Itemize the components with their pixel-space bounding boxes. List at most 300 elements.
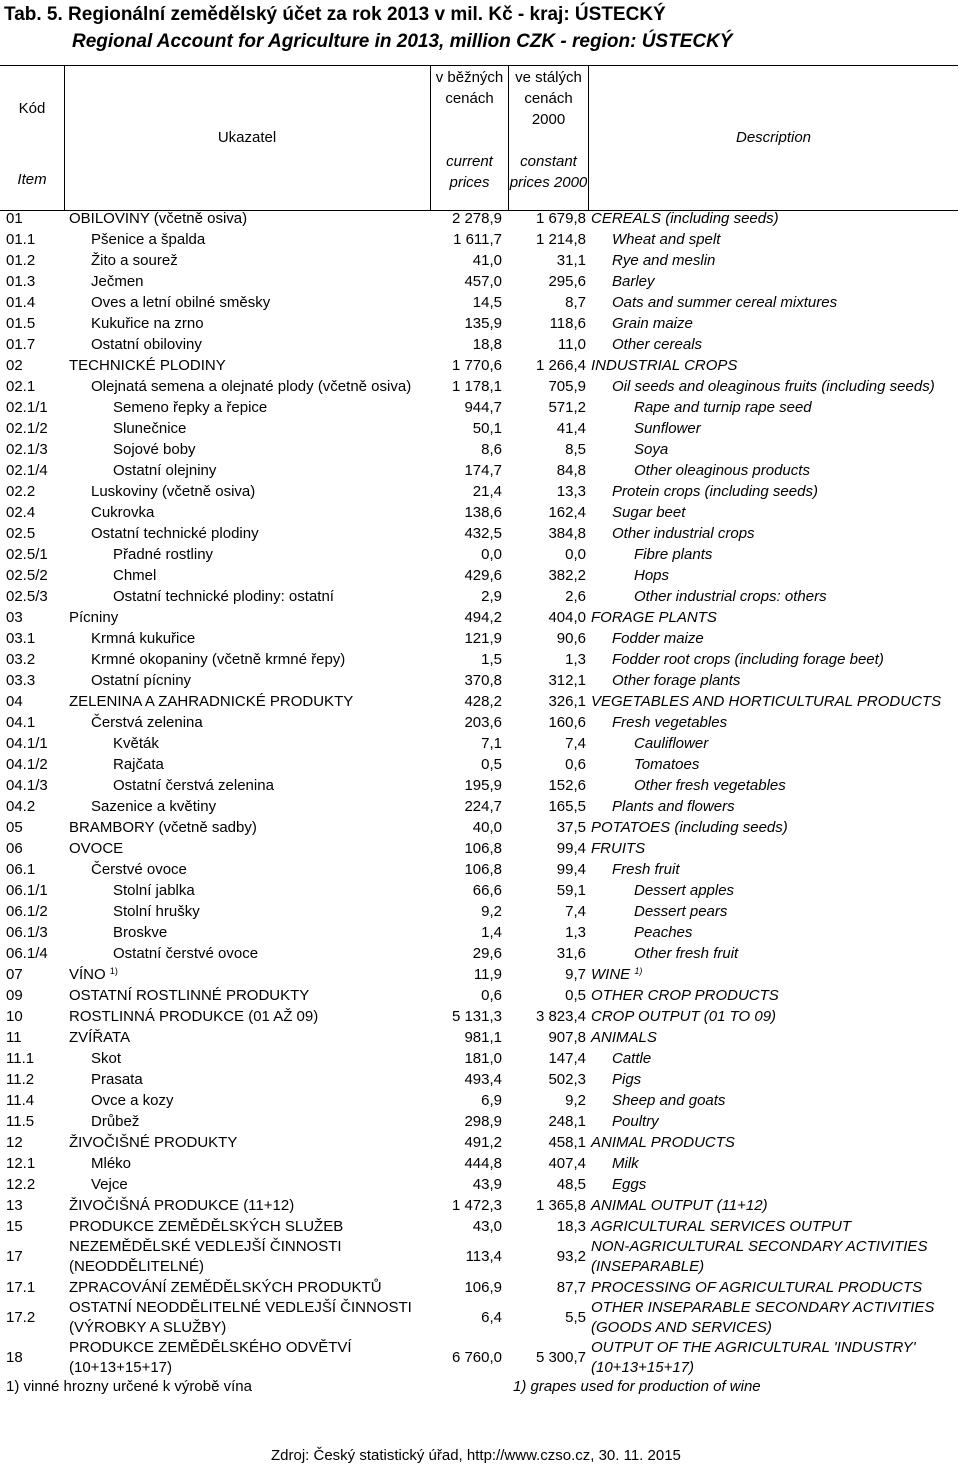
row-constant-value: 18,3 (556, 1218, 586, 1235)
row-description-text: Other industrial crops: others (634, 588, 827, 605)
row-description (612, 1090, 960, 1111)
row-constant-value: 3 823,4 (535, 1008, 586, 1025)
row-name (91, 523, 449, 544)
footnote-en: 1) grapes used for production of wine (513, 1378, 761, 1395)
row-current-value: 432,5 (464, 525, 502, 542)
row-name (69, 1338, 439, 1378)
row-name-text: Sojové boby (113, 441, 196, 458)
table-row (0, 1237, 958, 1277)
row-description (591, 1338, 959, 1378)
row-description (591, 607, 959, 628)
row-constant-value: 41,4 (556, 420, 586, 437)
row-description (612, 271, 960, 292)
row-description (612, 670, 960, 691)
row-current-value: 11,9 (473, 966, 502, 983)
row-description (612, 796, 960, 817)
row-description-text: Wheat and spelt (612, 231, 721, 248)
row-name-text: Cukrovka (91, 504, 155, 521)
row-name (69, 607, 427, 628)
row-code: 10 (6, 1008, 23, 1025)
row-current-value: 944,7 (464, 399, 502, 416)
row-description-text: Cattle (612, 1050, 652, 1067)
row-code: 02.4 (6, 504, 36, 521)
row-description (634, 460, 960, 481)
row-code: 12.1 (6, 1155, 36, 1172)
row-current-value: 6,9 (481, 1092, 502, 1109)
row-name (91, 1174, 449, 1195)
row-name (69, 691, 427, 712)
row-current-value: 429,6 (464, 567, 502, 584)
header-constant-cz: ve stálých cenách 2000 (515, 69, 582, 128)
row-description (612, 1048, 960, 1069)
row-constant-value: 93,2 (556, 1248, 586, 1265)
row-code: 07 (6, 966, 23, 983)
table-row (0, 1174, 958, 1195)
row-description (634, 943, 960, 964)
row-description-text: POTATOES (including seeds) (591, 819, 788, 836)
row-constant-value: 99,4 (556, 840, 586, 857)
row-name (91, 502, 449, 523)
row-description-text: Grain maize (612, 315, 693, 332)
row-description-text: Sunflower (634, 420, 701, 437)
row-description-text: Oil seeds and oleaginous fruits (including seeds) (612, 378, 935, 395)
table-row (0, 586, 958, 607)
row-name-text: Mléko (91, 1155, 132, 1172)
row-constant-value: 2,6 (565, 588, 586, 605)
row-description (612, 229, 960, 250)
row-code: 02.5/1 (6, 546, 48, 563)
row-code: 06 (6, 840, 23, 857)
row-code: 06.1/1 (6, 882, 48, 899)
row-code: 12.2 (6, 1176, 36, 1193)
row-name-text: VÍNO (69, 966, 106, 983)
row-name (91, 712, 449, 733)
row-current-value: 1 178,1 (451, 378, 502, 395)
row-current-value: 6,4 (481, 1309, 502, 1326)
row-current-value: 428,2 (464, 693, 502, 710)
row-constant-value: 9,2 (565, 1092, 586, 1109)
table-row (0, 376, 958, 397)
table-title-cz: Tab. 5. Regionální zemědělský účet za rok 2013 v mil. Kč - kraj: ÚSTECKÝ (4, 4, 666, 25)
row-description-text: Sugar beet (612, 504, 686, 521)
row-current-value: 493,4 (464, 1071, 502, 1088)
row-code: 04 (6, 693, 23, 710)
row-description-text: PROCESSING OF AGRICULTURAL PRODUCTS (591, 1279, 923, 1296)
row-code: 03.3 (6, 672, 36, 689)
table-row (0, 544, 958, 565)
row-name-text: PRODUKCE ZEMĚDĚLSKÉHO ODVĚTVÍ (10+13+15+17) (69, 1339, 352, 1376)
row-description-text: OUTPUT OF THE AGRICULTURAL 'INDUSTRY' (10+13+15+17) (591, 1339, 916, 1376)
row-name-text: Sazenice a květiny (91, 798, 217, 815)
row-description (612, 712, 960, 733)
row-description-text: Sheep and goats (612, 1092, 726, 1109)
row-current-value: 1 611,7 (453, 231, 502, 248)
row-description (591, 1216, 959, 1237)
row-name-text: Ostatní pícniny (91, 672, 192, 689)
table-row (0, 796, 958, 817)
row-constant-value: 152,6 (548, 777, 586, 794)
row-description-text: ANIMAL PRODUCTS (591, 1134, 735, 1151)
row-constant-value: 1,3 (565, 924, 586, 941)
row-constant-value: 571,2 (548, 399, 586, 416)
row-name-text: Ostatní technické plodiny: ostatní (113, 588, 334, 605)
row-description (591, 817, 959, 838)
row-description-text: Rye and meslin (612, 252, 716, 269)
row-name-text: ŽIVOČIŠNÁ PRODUKCE (11+12) (69, 1197, 295, 1214)
header-code-cz: Kód (18, 100, 46, 117)
row-constant-value: 7,4 (565, 903, 586, 920)
table-row (0, 502, 958, 523)
row-name-text: BRAMBORY (včetně sadby) (69, 819, 257, 836)
row-description (612, 376, 960, 397)
row-current-value: 43,9 (472, 1176, 502, 1193)
row-current-value: 66,6 (472, 882, 502, 899)
table-row (0, 859, 958, 880)
table-row (0, 607, 958, 628)
row-description-text: Rape and turnip rape seed (634, 399, 812, 416)
row-constant-value: 160,6 (548, 714, 586, 731)
row-constant-value: 5 300,7 (535, 1349, 586, 1366)
row-constant-value: 326,1 (548, 693, 586, 710)
header-indicator: Ukazatel (217, 129, 277, 146)
row-name (69, 1006, 427, 1027)
row-constant-value: 0,0 (565, 546, 586, 563)
row-description-text: Fodder maize (612, 630, 704, 647)
row-name-text: Pícniny (69, 609, 119, 626)
row-name-text: OVOCE (69, 840, 124, 857)
row-description (591, 1006, 959, 1027)
row-current-value: 181,0 (464, 1050, 502, 1067)
row-code: 01.2 (6, 252, 36, 269)
row-name-text: Prasata (91, 1071, 143, 1088)
row-name (91, 292, 449, 313)
row-name-text: Krmná kukuřice (91, 630, 196, 647)
row-code: 02.5/2 (6, 567, 48, 584)
row-description-text: Other fresh vegetables (634, 777, 786, 794)
row-name-text: Přadné rostliny (113, 546, 214, 563)
row-name (91, 670, 449, 691)
row-description-text: Other forage plants (612, 672, 741, 689)
table-title-en: Regional Account for Agriculture in 2013, million CZK - region: ÚSTECKÝ (72, 31, 733, 52)
row-code: 02.1/4 (6, 462, 48, 479)
table-row (0, 775, 958, 796)
row-description-text: Eggs (612, 1176, 647, 1193)
header-constant-en: constant prices 2000 (509, 153, 588, 191)
row-current-value: 457,0 (464, 273, 502, 290)
row-name (69, 817, 427, 838)
row-name-text: Ovce a kozy (91, 1092, 174, 1109)
source-note: Zdroj: Český statistický úřad, http://www.czso.cz, 30. 11. 2015 (271, 1447, 681, 1464)
row-code: 17.1 (6, 1279, 36, 1296)
row-constant-value: 384,8 (548, 525, 586, 542)
row-current-value: 106,8 (464, 840, 502, 857)
row-description (591, 1298, 959, 1338)
row-code: 04.2 (6, 798, 36, 815)
row-name-text: ZVÍŘATA (69, 1029, 131, 1046)
row-description-text: Tomatoes (634, 756, 700, 773)
row-name-text: Stolní hrušky (113, 903, 200, 920)
row-name (69, 1277, 427, 1298)
row-description (634, 586, 960, 607)
row-description (612, 502, 960, 523)
row-name-text: OSTATNÍ ROSTLINNÉ PRODUKTY (69, 987, 310, 1004)
row-code: 04.1 (6, 714, 36, 731)
row-current-value: 41,0 (472, 252, 502, 269)
row-constant-value: 31,1 (556, 252, 586, 269)
row-current-value: 106,8 (464, 861, 502, 878)
row-description-text: Protein crops (including seeds) (612, 483, 818, 500)
row-description-text: OTHER INSEPARABLE SECONDARY ACTIVITIES (GOODS AND SERVICES) (591, 1299, 935, 1336)
row-description-text: CROP OUTPUT (01 TO 09) (591, 1008, 777, 1025)
row-description (634, 418, 960, 439)
row-name-text: Slunečnice (113, 420, 187, 437)
row-code: 01.4 (6, 294, 36, 311)
row-description-text: Fresh fruit (612, 861, 680, 878)
table-row (0, 334, 958, 355)
row-current-value: 224,7 (464, 798, 502, 815)
row-name-text: OBILOVINY (včetně osiva) (69, 210, 248, 227)
row-code: 02.1/1 (6, 399, 48, 416)
row-constant-value: 0,6 (565, 756, 586, 773)
row-constant-value: 0,5 (565, 987, 586, 1004)
row-description (591, 964, 959, 985)
row-current-value: 1 472,3 (451, 1197, 502, 1214)
row-current-value: 0,5 (481, 756, 502, 773)
row-name (69, 1216, 427, 1237)
row-constant-value: 59,1 (556, 882, 586, 899)
row-current-value: 21,4 (472, 483, 502, 500)
row-constant-value: 5,5 (565, 1309, 586, 1326)
row-code: 02.5/3 (6, 588, 48, 605)
row-name-text: Krmné okopaniny (včetně krmné řepy) (91, 651, 346, 668)
header-current-cz: v běžných cenách (435, 69, 504, 107)
row-name-text: Ostatní čerstvá zelenina (113, 777, 274, 794)
row-constant-value: 13,3 (556, 483, 586, 500)
row-code: 06.1/2 (6, 903, 48, 920)
row-name (69, 1195, 427, 1216)
row-name-text: Skot (91, 1050, 122, 1067)
row-description-text: Dessert apples (634, 882, 735, 899)
row-name-text: Vejce (91, 1176, 128, 1193)
row-description (591, 1277, 959, 1298)
row-constant-value: 404,0 (548, 609, 586, 626)
row-current-value: 5 131,3 (451, 1008, 502, 1025)
row-constant-value: 48,5 (556, 1176, 586, 1193)
row-description (612, 1153, 960, 1174)
table-row (0, 670, 958, 691)
row-constant-value: 84,8 (556, 462, 586, 479)
row-current-value: 8,6 (481, 441, 502, 458)
row-constant-value: 118,6 (549, 315, 586, 332)
row-description (591, 1237, 959, 1277)
row-description (612, 859, 960, 880)
row-code: 02.1 (6, 378, 36, 395)
table-row (0, 712, 958, 733)
row-description-text: INDUSTRIAL CROPS (591, 357, 738, 374)
table-row (0, 733, 958, 754)
row-name-text: Pšenice a špalda (91, 231, 206, 248)
row-description (591, 208, 959, 229)
table-row (0, 985, 958, 1006)
row-description (612, 334, 960, 355)
row-code: 02.5 (6, 525, 36, 542)
table-row (0, 922, 958, 943)
row-current-value: 0,0 (481, 546, 502, 563)
row-description-text: Peaches (634, 924, 693, 941)
footnote-marker: 1) (634, 966, 643, 976)
row-description (612, 649, 960, 670)
row-description-text: ANIMAL OUTPUT (11+12) (591, 1197, 768, 1214)
row-current-value: 1,5 (481, 651, 502, 668)
row-description (591, 1132, 959, 1153)
table-row (0, 523, 958, 544)
row-current-value: 7,1 (481, 735, 502, 752)
row-name-text: Chmel (113, 567, 157, 584)
row-name-text: Ostatní olejniny (113, 462, 217, 479)
row-description-text: Pigs (612, 1071, 642, 1088)
row-name (91, 334, 449, 355)
row-constant-value: 165,5 (548, 798, 586, 815)
row-constant-value: 705,9 (548, 378, 586, 395)
row-constant-value: 1 266,4 (535, 357, 586, 374)
row-description (634, 754, 960, 775)
table-row (0, 313, 958, 334)
row-constant-value: 8,5 (565, 441, 586, 458)
row-current-value: 113,4 (465, 1248, 502, 1265)
table-row (0, 397, 958, 418)
row-name-text: PRODUKCE ZEMĚDĚLSKÝCH SLUŽEB (69, 1218, 344, 1235)
row-constant-value: 1,3 (565, 651, 586, 668)
row-constant-value: 87,7 (556, 1279, 586, 1296)
row-name-text: ZPRACOVÁNÍ ZEMĚDĚLSKÝCH PRODUKTŮ (69, 1279, 382, 1296)
row-description (634, 901, 960, 922)
table-row (0, 460, 958, 481)
row-description (634, 922, 960, 943)
row-current-value: 14,5 (472, 294, 502, 311)
row-description-text: Fresh vegetables (612, 714, 728, 731)
row-description (612, 250, 960, 271)
row-description-text: ANIMALS (591, 1029, 657, 1046)
row-current-value: 370,8 (464, 672, 502, 689)
row-current-value: 1 770,6 (451, 357, 502, 374)
row-code: 15 (6, 1218, 23, 1235)
row-constant-value: 502,3 (548, 1071, 586, 1088)
row-name (91, 271, 449, 292)
row-current-value: 43,0 (472, 1218, 502, 1235)
row-description (634, 775, 960, 796)
row-constant-value: 312,1 (548, 672, 586, 689)
table-row (0, 838, 958, 859)
row-name (69, 838, 427, 859)
table-row (0, 964, 958, 985)
row-description (634, 733, 960, 754)
row-code: 09 (6, 987, 23, 1004)
row-name (91, 796, 449, 817)
row-name (69, 985, 427, 1006)
table-row (0, 1048, 958, 1069)
row-description-text: Other industrial crops (612, 525, 755, 542)
row-description (591, 1195, 959, 1216)
footnote-cz: 1) vinné hrozny určené k výrobě vína (6, 1378, 252, 1395)
row-code: 04.1/1 (6, 735, 48, 752)
row-description-text: Cauliflower (634, 735, 709, 752)
row-code: 03.1 (6, 630, 36, 647)
table-row (0, 355, 958, 376)
row-code: 11.5 (6, 1113, 35, 1130)
row-current-value: 444,8 (464, 1155, 502, 1172)
table-row (0, 628, 958, 649)
row-description-text: Other fresh fruit (634, 945, 739, 962)
row-description-text: OTHER CROP PRODUCTS (591, 987, 779, 1004)
table-row (0, 229, 958, 250)
table-row (0, 250, 958, 271)
row-name (91, 628, 449, 649)
row-description-text: CEREALS (including seeds) (591, 210, 779, 227)
row-current-value: 18,8 (472, 336, 502, 353)
row-current-value: 50,1 (472, 420, 502, 437)
row-name-text: Olejnatá semena a olejnaté plody (včetně osiva) (91, 378, 412, 395)
row-current-value: 195,9 (464, 777, 502, 794)
row-description (634, 565, 960, 586)
row-current-value: 6 760,0 (451, 1349, 502, 1366)
row-name-text: ROSTLINNÁ PRODUKCE (01 AŽ 09) (69, 1008, 319, 1025)
row-constant-value: 407,4 (548, 1155, 586, 1172)
row-constant-value: 147,4 (548, 1050, 586, 1067)
row-description-text: NON-AGRICULTURAL SECONDARY ACTIVITIES (INSEPARABLE) (591, 1238, 928, 1275)
row-code: 01.5 (6, 315, 36, 332)
row-description-text: Fibre plants (634, 546, 713, 563)
row-constant-value: 7,4 (565, 735, 586, 752)
row-constant-value: 9,7 (565, 966, 586, 983)
row-constant-value: 99,4 (556, 861, 586, 878)
row-current-value: 298,9 (464, 1113, 502, 1130)
row-current-value: 106,9 (464, 1279, 502, 1296)
row-code: 17 (6, 1248, 23, 1265)
table-row (0, 754, 958, 775)
table-row (0, 1277, 958, 1298)
row-code: 11.2 (6, 1071, 35, 1088)
row-name-text: Ječmen (91, 273, 144, 290)
row-description (612, 1174, 960, 1195)
row-name-text: Luskoviny (včetně osiva) (91, 483, 256, 500)
row-current-value: 2 278,9 (451, 210, 502, 227)
row-name-text: ZELENINA A ZAHRADNICKÉ PRODUKTY (69, 693, 354, 710)
row-description-text: Other cereals (612, 336, 703, 353)
row-code: 02.1/3 (6, 441, 48, 458)
row-code: 01 (6, 210, 23, 227)
row-name (69, 964, 427, 985)
row-description (634, 439, 960, 460)
row-name-text: TECHNICKÉ PLODINY (69, 357, 226, 374)
row-description (612, 481, 960, 502)
row-constant-value: 31,6 (556, 945, 586, 962)
table-row (0, 1153, 958, 1174)
row-description (634, 544, 960, 565)
row-current-value: 135,9 (464, 315, 502, 332)
row-name-text: Čerstvé ovoce (91, 861, 187, 878)
row-constant-value: 248,1 (548, 1113, 586, 1130)
row-name-text: Rajčata (113, 756, 164, 773)
row-description (612, 292, 960, 313)
row-current-value: 40,0 (472, 819, 502, 836)
row-name-text: NEZEMĚDĚLSKÉ VEDLEJŠÍ ČINNOSTI (NEODDĚLITELNÉ) (69, 1238, 342, 1275)
row-code: 02.1/2 (6, 420, 48, 437)
row-name (69, 1298, 439, 1338)
row-name (91, 313, 449, 334)
row-name-text: OSTATNÍ NEODDĚLITELNÉ VEDLEJŠÍ ČINNOSTI (VÝROBKY A SLUŽBY) (69, 1299, 412, 1336)
row-current-value: 981,1 (464, 1029, 502, 1046)
row-description (612, 1069, 960, 1090)
